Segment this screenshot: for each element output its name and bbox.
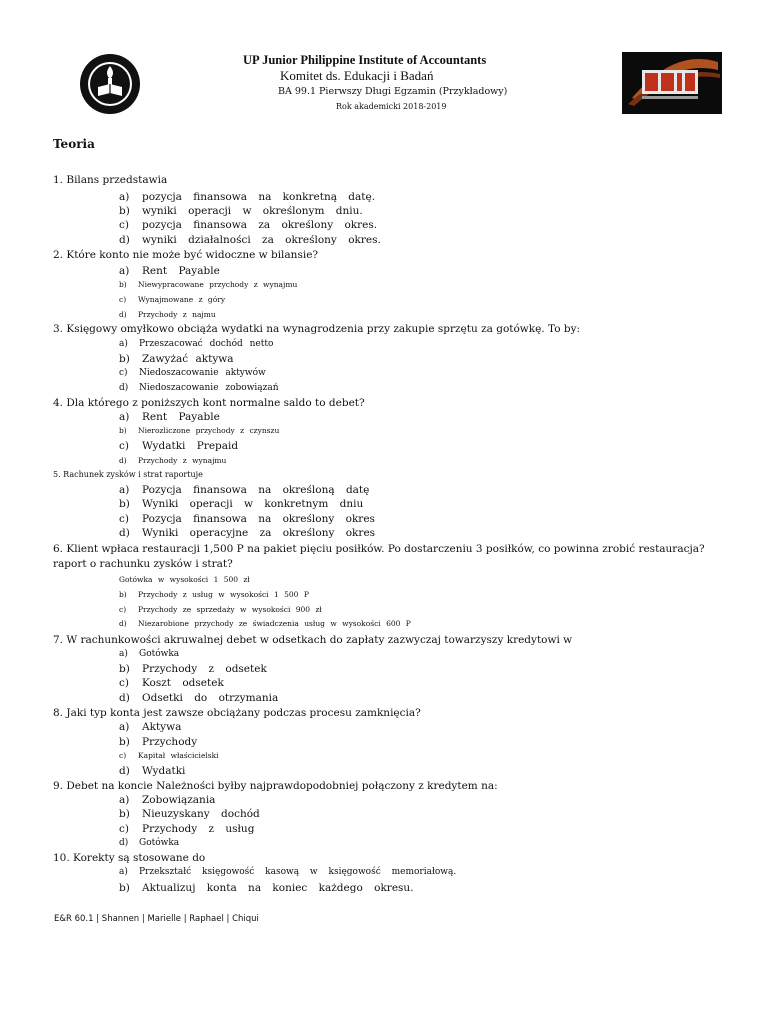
option-2b: b) Niewypracowane przychody z wynajmu	[119, 280, 298, 289]
question-5: 5. Rachunek zysków i strat raportuje	[53, 470, 203, 479]
institute-seal-logo	[79, 53, 141, 115]
option-3b: b) Zawyżać aktywa	[119, 353, 234, 365]
footer-credits: E&R 60.1 | Shannen | Marielle | Raphael | Chiqui	[54, 914, 259, 924]
option-2d: d) Przychody z najmu	[119, 310, 216, 319]
question-9: 9. Debet na koncie Należności byłby najprawdopodobniej połączony z kredytem na:	[53, 780, 498, 792]
option-9c: c) Przychody z usług	[119, 823, 255, 835]
option-4b: b) Nierozliczone przychody z czynszu	[119, 426, 280, 435]
option-10b: b) Aktualizuj konta na koniec każdego okresu.	[119, 882, 414, 894]
section-title: Teoria	[53, 137, 95, 151]
option-8c: c) Kapitał właścicielski	[119, 751, 219, 760]
option-2a: a) Rent Payable	[119, 265, 220, 277]
academic-year: Rok akademicki 2018-2019	[336, 102, 447, 111]
option-8a: a) Aktywa	[119, 721, 182, 733]
question-6-continued: raport o rachunku zysków i strat?	[53, 558, 233, 570]
option-5b: b) Wyniki operacji w konkretnym dniu	[119, 498, 364, 510]
question-10: 10. Korekty są stosowane do	[53, 852, 206, 864]
option-9a: a) Zobowiązania	[119, 794, 216, 806]
option-5c: c) Pozycja finansowa na określony okres	[119, 513, 375, 525]
option-7d: d) Odsetki do otrzymania	[119, 692, 279, 704]
option-8b: b) Przychody	[119, 736, 198, 748]
option-7b: b) Przychody z odsetek	[119, 663, 267, 675]
question-3: 3. Księgowy omyłkowo obciąża wydatki na wynagrodzenia przy zakupie sprzętu za gotówkę. To by:	[53, 323, 581, 335]
option-1c: c) pozycja finansowa za określony okres.	[119, 219, 378, 231]
committee-subtitle: Komitet ds. Edukacji i Badań	[280, 68, 434, 83]
question-1: 1. Bilans przedstawia	[53, 174, 168, 186]
option-5d: d) Wyniki operacyjne za określony okres	[119, 527, 376, 539]
jpia-logo	[622, 52, 722, 114]
option-3a: a) Przeszacować dochód netto	[119, 339, 274, 349]
option-9b: b) Nieuzyskany dochód	[119, 808, 260, 820]
option-3d: d) Niedoszacowanie zobowiązań	[119, 383, 279, 393]
option-1d: d) wyniki działalności za określony okres.	[119, 234, 381, 246]
question-6: 6. Klient wpłaca restauracji 1,500 P na pakiet pięciu posiłków. Po dostarczeniu 3 posiłków, co powinna zrobić restauracja?	[53, 543, 705, 555]
option-4d: d) Przychody z wynajmu	[119, 456, 227, 465]
option-7a: a) Gotówka	[119, 649, 180, 659]
institute-title: UP Junior Philippine Institute of Accountants	[243, 53, 487, 67]
option-6b: b) Przychody z usług w wysokości 1 500 P	[119, 590, 309, 599]
option-8d: d) Wydatki	[119, 765, 186, 777]
option-6c: c) Przychody ze sprzedaży w wysokości 900 zł	[119, 605, 322, 614]
exam-title: BA 99.1 Pierwszy Długi Egzamin (Przykładowy)	[278, 86, 508, 97]
option-9d: d) Gotówka	[119, 838, 180, 848]
question-4: 4. Dla którego z poniższych kont normalne saldo to debet?	[53, 397, 365, 409]
option-4a: a) Rent Payable	[119, 411, 220, 423]
question-8: 8. Jaki typ konta jest zawsze obciążany podczas procesu zamknięcia?	[53, 707, 421, 719]
option-1a: a) pozycja finansowa na konkretną datę.	[119, 191, 376, 203]
option-2c: c) Wynajmowane z góry	[119, 295, 226, 304]
question-2: 2. Które konto nie może być widoczne w bilansie?	[53, 249, 319, 261]
option-7c: c) Koszt odsetek	[119, 677, 224, 689]
option-5a: a) Pozycja finansowa na określoną datę	[119, 484, 370, 496]
option-1b: b) wyniki operacji w określonym dniu.	[119, 205, 363, 217]
option-4c: c) Wydatki Prepaid	[119, 440, 239, 452]
option-6a: Gotówka w wysokości 1 500 zł	[119, 575, 250, 584]
option-3c: c) Niedoszacowanie aktywów	[119, 368, 266, 378]
option-6d: d) Niezarobione przychody ze świadczenia usług w wysokości 600 P	[119, 619, 411, 628]
option-10a: a) Przekształć księgowość kasową w księgowość memoriałową.	[119, 867, 457, 877]
question-7: 7. W rachunkowości akruwalnej debet w odsetkach do zapłaty zazwyczaj towarzyszy kredytowi w	[53, 634, 573, 646]
